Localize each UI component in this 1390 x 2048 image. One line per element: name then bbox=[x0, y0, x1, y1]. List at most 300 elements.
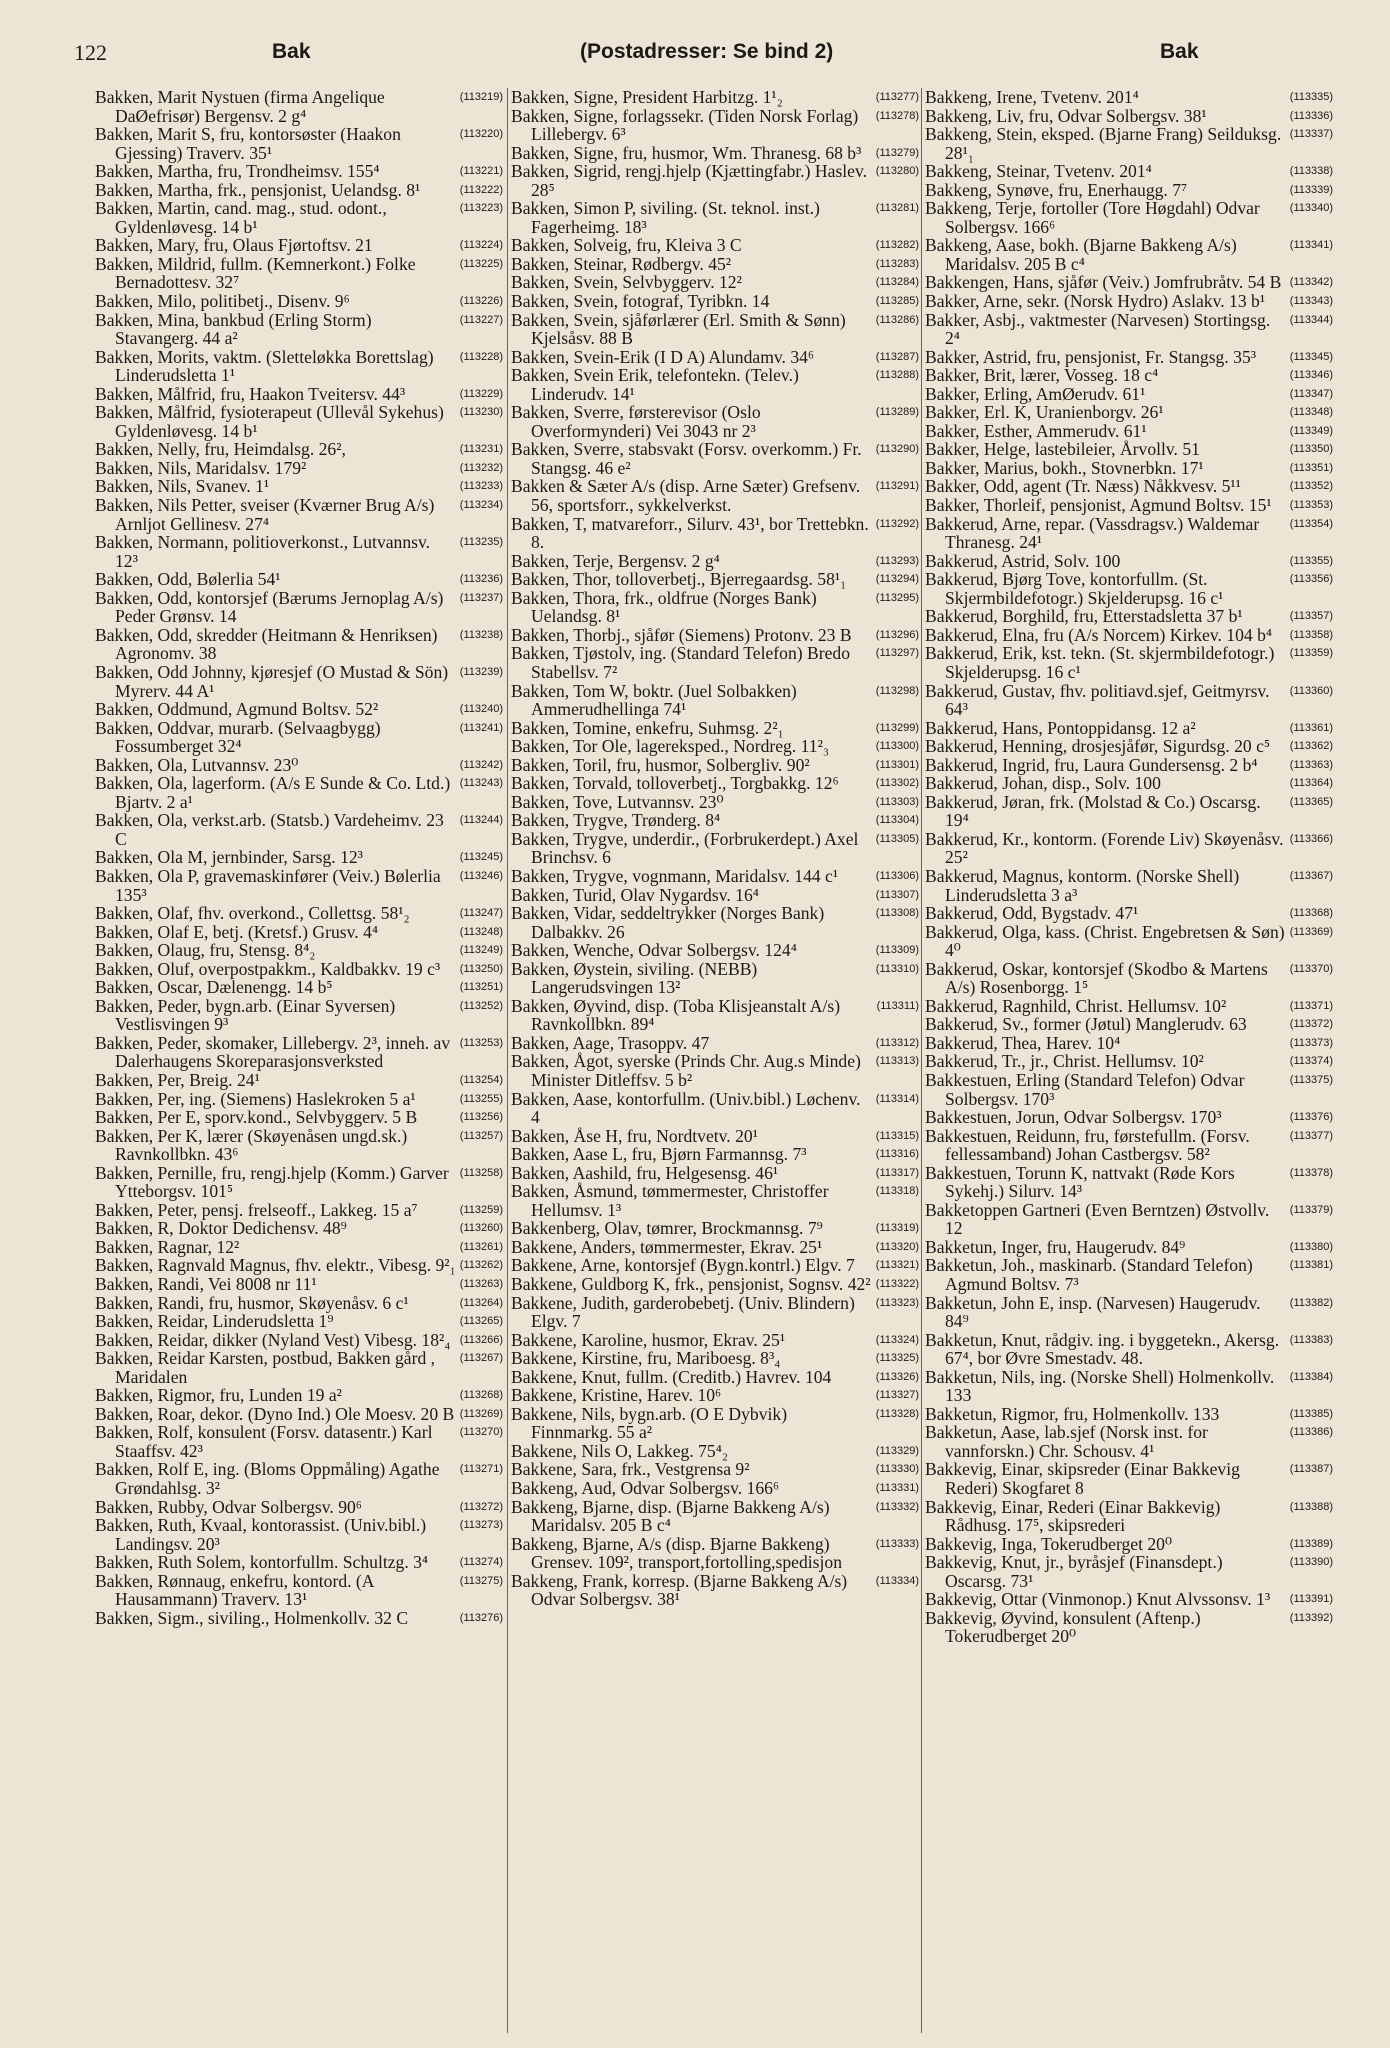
entry-code: (113241) bbox=[459, 721, 503, 734]
directory-entry bbox=[925, 1164, 1333, 1201]
directory-entry bbox=[925, 1609, 1333, 1646]
entry-code: (113324) bbox=[875, 1333, 919, 1346]
directory-entry bbox=[511, 960, 919, 997]
entry-code: (113309) bbox=[875, 944, 919, 957]
entry-text: Bakken, Signe, President Harbitzg. 1¹₂ bbox=[511, 88, 783, 107]
directory-entry bbox=[511, 1535, 919, 1572]
entry-code: (113313) bbox=[875, 1055, 919, 1068]
entry-code: (113298) bbox=[875, 684, 919, 697]
entry-text: Bakkeng, Stein, eksped. (Bjarne Frang) Seilduksg. 28¹₁ bbox=[925, 124, 1282, 163]
entry-text: Bakkeng, Frank, korresp. (Bjarne Bakkeng A/s) Odvar Solbergsv. 38¹ bbox=[511, 1570, 848, 1610]
directory-entry bbox=[925, 923, 1333, 960]
directory-entry bbox=[95, 960, 503, 979]
entry-text: Bakkerud, Bjørg Tove, kontorfullm. (St. Skjermbildefotogr.) Skjelderupsg. 16 c¹ bbox=[925, 569, 1224, 608]
entry-code: (113227) bbox=[459, 313, 503, 326]
directory-entry bbox=[511, 904, 919, 941]
directory-entry bbox=[95, 1108, 503, 1127]
directory-entry bbox=[511, 737, 919, 756]
entry-text: Bakkerud, Odd, Bygstadv. 47¹ bbox=[925, 903, 1139, 924]
entry-code: (113262) bbox=[459, 1259, 503, 1272]
entry-code: (113314) bbox=[875, 1092, 919, 1105]
entry-code: (113351) bbox=[1289, 461, 1333, 474]
entry-text: Bakken, Aashild, fru, Helgesensg. 46¹ bbox=[511, 1162, 779, 1183]
entry-text: Bakken, Thorbj., sjåfør (Siemens) Protonv. 23 B bbox=[511, 624, 852, 645]
entry-text: Bakken, Ola, verkst.arb. (Statsb.) Vardeheimv. 23 C bbox=[95, 810, 444, 849]
entry-text: Bakken, Ruth, Kvaal, kontorassist. (Univ.bibl.) Landingsv. 20³ bbox=[95, 1515, 427, 1554]
entry-code: (113265) bbox=[459, 1315, 503, 1328]
directory-entry bbox=[925, 997, 1333, 1016]
entry-text: Bakkene, Karoline, husmor, Ekrav. 25¹ bbox=[511, 1329, 786, 1350]
directory-entry bbox=[511, 1182, 919, 1219]
entry-text: Bakkerud, Sv., former (Jøtul) Manglerudv. 63 bbox=[925, 1014, 1247, 1035]
entry-text: Bakkene, Guldborg K, frk., pensjonist, Sognsv. 42² bbox=[511, 1274, 871, 1294]
column-1 bbox=[95, 88, 503, 2033]
entry-code: (113386) bbox=[1289, 1426, 1333, 1439]
entry-text: Bakken, Tor Ole, lagereksped., Nordreg. 11²₃ bbox=[511, 736, 829, 757]
entry-text: Bakken, Målfrid, fru, Haakon Tveitersv. 44³ bbox=[95, 383, 406, 404]
entry-text: Bakken, Ragnvald Magnus, fhv. elektr., Vibesg. 9²₁ bbox=[95, 1255, 456, 1276]
directory-entry bbox=[95, 162, 503, 181]
directory-entry bbox=[95, 1312, 503, 1331]
entry-text: Bakken, Svein-Erik (I D A) Alundamv. 34⁶ bbox=[511, 346, 815, 367]
entry-code: (113311) bbox=[876, 999, 919, 1012]
entry-code: (113269) bbox=[459, 1407, 503, 1420]
entry-text: Bakkerud, Ingrid, fru, Laura Gundersensg. 2 b⁴ bbox=[925, 754, 1258, 775]
directory-entry bbox=[511, 1460, 919, 1479]
entry-code: (113333) bbox=[875, 1537, 919, 1550]
directory-entry bbox=[511, 255, 919, 274]
entry-text: Bakken, Øyvind, disp. (Toba Klisjeanstalt A/s) Ravnkollbkn. 89⁴ bbox=[511, 995, 841, 1035]
directory-entry bbox=[95, 923, 503, 942]
entry-code: (113306) bbox=[875, 869, 919, 882]
entry-code: (113247) bbox=[459, 907, 503, 920]
entry-text: Bakken, T, matvareforr., Silurv. 43¹, bor Trettebkn. 8. bbox=[511, 513, 869, 553]
directory-entry bbox=[925, 366, 1333, 385]
directory-entry bbox=[511, 440, 919, 477]
directory-columns bbox=[95, 88, 1370, 2033]
directory-entry bbox=[925, 1071, 1333, 1108]
entry-text: Bakken, Nils Petter, sveiser (Kværner Brug A/s) Arnljot Gellinesv. 27⁴ bbox=[95, 495, 435, 534]
entry-text: Bakken, Rigmor, fru, Lunden 19 a² bbox=[95, 1385, 342, 1406]
directory-entry bbox=[925, 459, 1333, 478]
right-running-head: Bak bbox=[1160, 40, 1199, 63]
entry-text: Bakken, Morits, vaktm. (Sletteløkka Borettslag) Linderudsletta 1¹ bbox=[95, 346, 434, 386]
entry-code: (113378) bbox=[1289, 1166, 1333, 1179]
directory-entry bbox=[925, 1535, 1333, 1554]
entry-text: Bakken, Peter, pensj. frelseoff., Lakkeg. 15 a⁷ bbox=[95, 1199, 418, 1220]
directory-entry bbox=[925, 199, 1333, 236]
entry-code: (113356) bbox=[1289, 573, 1333, 586]
entry-code: (113253) bbox=[459, 1036, 503, 1049]
entry-text: Bakken, Mary, fru, Olaus Fjørtoftsv. 21 bbox=[95, 235, 373, 256]
entry-text: Bakkeng, Bjarne, disp. (Bjarne Bakkeng A/s) Maridalsv. 205 B c⁴ bbox=[511, 1496, 830, 1536]
directory-entry bbox=[95, 1349, 503, 1386]
entry-code: (113382) bbox=[1289, 1296, 1333, 1309]
entry-text: Bakken, Tomine, enkefru, Suhmsg. 2²₁ bbox=[511, 717, 784, 738]
entry-code: (113300) bbox=[875, 740, 919, 753]
entry-text: Bakkene, Nils, bygn.arb. (O E Dybvik) Finnmarkg. 55 a² bbox=[511, 1403, 788, 1443]
entry-text: Bakken, Ruth Solem, kontorfullm. Schultzg. 3⁴ bbox=[95, 1552, 429, 1573]
entry-text: Bakkeng, Terje, fortoller (Tore Høgdahl) Odvar Solbergsv. 166⁶ bbox=[925, 198, 1260, 237]
entry-code: (113332) bbox=[875, 1500, 919, 1513]
directory-entry bbox=[511, 941, 919, 960]
entry-code: (113358) bbox=[1289, 628, 1333, 641]
entry-text: Bakkerud, Gustav, fhv. politiavd.sjef, Geitmyrsv. 64³ bbox=[925, 680, 1270, 720]
entry-text: Bakkeng, Aase, bokh. (Bjarne Bakkeng A/s) Maridalsv. 205 B c⁴ bbox=[925, 235, 1237, 274]
entry-code: (113316) bbox=[875, 1148, 919, 1161]
directory-entry bbox=[925, 403, 1333, 422]
directory-entry bbox=[925, 607, 1333, 626]
entry-code: (113321) bbox=[875, 1259, 919, 1272]
directory-entry bbox=[511, 1368, 919, 1387]
entry-code: (113367) bbox=[1289, 869, 1333, 882]
directory-entry bbox=[925, 682, 1333, 719]
entry-text: Bakkestuen, Reidunn, fru, førstefullm. (Forsv. fellessamband) Johan Castbergsv. 58² bbox=[925, 1125, 1250, 1165]
entry-code: (113234) bbox=[459, 499, 503, 512]
directory-entry bbox=[95, 1386, 503, 1405]
entry-code: (113337) bbox=[1289, 128, 1333, 141]
entry-code: (113328) bbox=[875, 1407, 919, 1420]
directory-entry bbox=[925, 1498, 1333, 1535]
entry-text: Bakker, Erling, AmØerudv. 61¹ bbox=[925, 383, 1146, 404]
entry-text: Bakken, Nelly, fru, Heimdalsg. 26², bbox=[95, 439, 346, 460]
entry-text: Bakkerud, Tr., jr., Christ. Hellumsv. 10² bbox=[925, 1051, 1204, 1072]
entry-code: (113279) bbox=[875, 146, 919, 159]
entry-text: Bakken, Ola P, gravemaskinfører (Veiv.) Bølerlia 135³ bbox=[95, 865, 441, 905]
entry-code: (113374) bbox=[1289, 1055, 1333, 1068]
entry-code: (113310) bbox=[875, 962, 919, 975]
directory-entry bbox=[511, 682, 919, 719]
directory-entry bbox=[511, 515, 919, 552]
entry-text: Bakken, Sigm., siviling., Holmenkollv. 32 C bbox=[95, 1607, 409, 1628]
entry-text: Bakken, Randi, fru, husmor, Skøyenåsv. 6 c¹ bbox=[95, 1292, 409, 1313]
directory-entry bbox=[95, 589, 503, 626]
entry-code: (113225) bbox=[459, 257, 503, 270]
entry-code: (113278) bbox=[875, 109, 919, 122]
entry-code: (113341) bbox=[1289, 239, 1333, 252]
entry-code: (113336) bbox=[1289, 109, 1333, 122]
entry-text: Bakken, Martha, frk., pensjonist, Uelandsg. 8¹ bbox=[95, 179, 421, 200]
entry-text: Bakker, Brit, lærer, Vosseg. 18 c⁴ bbox=[925, 365, 1159, 386]
entry-text: Bakken, Odd, Bølerlia 54¹ bbox=[95, 569, 281, 590]
entry-text: Bakker, Arne, sekr. (Norsk Hydro) Aslakv. 13 b¹ bbox=[925, 291, 1266, 312]
directory-entry bbox=[95, 1201, 503, 1220]
entry-text: Bakken, Olaug, fru, Stensg. 8⁴₂ bbox=[95, 940, 316, 961]
entry-code: (113359) bbox=[1289, 647, 1333, 660]
directory-entry bbox=[511, 1275, 919, 1294]
entry-code: (113271) bbox=[459, 1463, 503, 1476]
entry-text: Bakken, Martin, cand. mag., stud. odont., Gyldenløvesg. 14 b¹ bbox=[95, 198, 387, 237]
entry-code: (113293) bbox=[875, 554, 919, 567]
directory-entry bbox=[925, 181, 1333, 200]
directory-entry bbox=[95, 459, 503, 478]
entry-code: (113352) bbox=[1289, 480, 1333, 493]
entry-code: (113323) bbox=[875, 1296, 919, 1309]
directory-entry bbox=[511, 997, 919, 1034]
directory-entry bbox=[511, 811, 919, 830]
entry-code: (113282) bbox=[875, 239, 919, 252]
entry-code: (113296) bbox=[875, 628, 919, 641]
entry-code: (113391) bbox=[1289, 1593, 1333, 1606]
entry-text: Bakken, Per, Breig. 24¹ bbox=[95, 1069, 260, 1090]
directory-entry bbox=[95, 1331, 503, 1350]
directory-entry bbox=[511, 311, 919, 348]
entry-code: (113256) bbox=[459, 1111, 503, 1124]
directory-entry bbox=[925, 1460, 1333, 1497]
entry-code: (113277) bbox=[875, 91, 919, 103]
entry-code: (113377) bbox=[1289, 1129, 1333, 1142]
directory-entry bbox=[95, 1553, 503, 1572]
entry-code: (113224) bbox=[459, 239, 503, 252]
entry-code: (113315) bbox=[875, 1129, 919, 1142]
directory-entry bbox=[95, 1219, 503, 1238]
directory-entry bbox=[511, 1479, 919, 1498]
entry-text: Bakken, Svein, Selvbyggerv. 12² bbox=[511, 272, 742, 293]
entry-text: Bakketun, Nils, ing. (Norske Shell) Holmenkollv. 133 bbox=[925, 1366, 1275, 1406]
directory-entry bbox=[95, 1238, 503, 1257]
entry-text: Bakken, Solveig, fru, Kleiva 3 C bbox=[511, 235, 742, 256]
entry-code: (113288) bbox=[875, 369, 919, 382]
entry-text: Bakken, Mildrid, fullm. (Kemnerkont.) Folke Bernadottesv. 32⁷ bbox=[95, 253, 416, 293]
entry-text: Bakken, Tove, Lutvannsv. 23⁰ bbox=[511, 791, 724, 812]
directory-entry bbox=[511, 1145, 919, 1164]
entry-code: (113249) bbox=[459, 944, 503, 957]
entry-code: (113319) bbox=[875, 1222, 919, 1235]
entry-text: Bakken, Mina, bankbud (Erling Storm) Stavangerg. 44 a² bbox=[95, 309, 372, 349]
entry-code: (113261) bbox=[459, 1240, 503, 1253]
entry-text: Bakken, Signe, fru, husmor, Wm. Thranesg. 68 b³ bbox=[511, 142, 862, 163]
entry-code: (113368) bbox=[1289, 907, 1333, 920]
entry-text: Bakken, Thor, tolloverbetj., Bjerregaardsg. 58¹₁ bbox=[511, 569, 847, 590]
entry-text: Bakker, Marius, bokh., Stovnerbkn. 17¹ bbox=[925, 457, 1204, 478]
entry-code: (113285) bbox=[875, 295, 919, 308]
page-header bbox=[60, 40, 1350, 70]
entry-text: Bakkeng, Irene, Tvetenv. 201⁴ bbox=[925, 88, 1139, 107]
entry-text: Bakken, Oluf, overpostpakkm., Kaldbakkv. 19 c³ bbox=[95, 958, 441, 979]
entry-text: Bakketun, Inger, fru, Haugerudv. 84⁹ bbox=[925, 1236, 1186, 1257]
entry-code: (113226) bbox=[459, 295, 503, 308]
directory-entry bbox=[511, 1294, 919, 1331]
directory-entry bbox=[925, 1405, 1333, 1424]
entry-code: (113290) bbox=[875, 443, 919, 456]
directory-entry bbox=[511, 793, 919, 812]
directory-entry bbox=[925, 626, 1333, 645]
directory-entry bbox=[511, 719, 919, 738]
entry-code: (113354) bbox=[1289, 517, 1333, 530]
center-running-head: (Postadresser: Se bind 2) bbox=[580, 40, 834, 63]
entry-text: Bakken, Ågot, syerske (Prinds Chr. Aug.s Minde) Minister Ditleffsv. 5 b² bbox=[511, 1051, 861, 1090]
entry-code: (113325) bbox=[875, 1352, 919, 1365]
directory-entry bbox=[95, 997, 503, 1034]
entry-text: Bakken, Olaf E, betj. (Kretsf.) Grusv. 4⁴ bbox=[95, 921, 378, 942]
entry-code: (113229) bbox=[459, 387, 503, 400]
entry-text: Bakken, Wenche, Odvar Solbergsv. 124⁴ bbox=[511, 940, 797, 961]
entry-text: Bakkerud, Ragnhild, Christ. Hellumsv. 10² bbox=[925, 995, 1227, 1016]
directory-entry bbox=[925, 385, 1333, 404]
entry-text: Bakken, Reidar, dikker (Nyland Vest) Vibesg. 18²₄ bbox=[95, 1329, 451, 1350]
entry-text: Bakketun, Knut, rådgiv. ing. i byggetekn., Akersg. 67⁴, bor Øvre Smestadv. 48. bbox=[925, 1329, 1280, 1369]
entry-code: (113284) bbox=[875, 276, 919, 289]
entry-text: Bakken, Trygve, vognmann, Maridalsv. 144 c¹ bbox=[511, 865, 839, 886]
entry-text: Bakken, Aase, kontorfullm. (Univ.bibl.) Løchenv. 4 bbox=[511, 1088, 861, 1128]
directory-entry bbox=[95, 700, 503, 719]
directory-entry bbox=[925, 1015, 1333, 1034]
entry-text: Bakkengen, Hans, sjåfør (Veiv.) Jomfrubråtv. 54 B bbox=[925, 272, 1282, 293]
entry-text: Bakkevig, Inga, Tokerudberget 20⁰ bbox=[925, 1533, 1173, 1554]
directory-entry bbox=[925, 1127, 1333, 1164]
directory-entry bbox=[95, 199, 503, 236]
left-running-head: Bak bbox=[272, 40, 311, 63]
entry-text: Bakken, Ola M, jernbinder, Sarsg. 12³ bbox=[95, 847, 363, 868]
entry-code: (113370) bbox=[1289, 962, 1333, 975]
entry-text: Bakken, Milo, politibetj., Disenv. 9⁶ bbox=[95, 291, 350, 312]
entry-text: Bakken, Nils, Maridalsv. 179² bbox=[95, 457, 307, 478]
directory-entry bbox=[95, 1071, 503, 1090]
directory-entry bbox=[511, 403, 919, 440]
entry-text: Bakken, Trygve, Trønderg. 8⁴ bbox=[511, 810, 721, 831]
directory-entry bbox=[925, 867, 1333, 904]
directory-entry bbox=[925, 292, 1333, 311]
entry-code: (113228) bbox=[459, 350, 503, 363]
directory-entry bbox=[925, 162, 1333, 181]
directory-entry bbox=[925, 570, 1333, 607]
entry-code: (113342) bbox=[1289, 276, 1333, 289]
entry-code: (113276) bbox=[459, 1611, 503, 1624]
directory-entry bbox=[511, 756, 919, 775]
entry-text: Bakken, Odd, skredder (Heitmann & Henriksen) Agronomv. 38 bbox=[95, 624, 438, 664]
entry-text: Bakken, Tom W, boktr. (Juel Solbakken) Ammerudhellinga 74¹ bbox=[511, 680, 797, 720]
entry-text: Bakken, Toril, fru, husmor, Solbergliv. 90² bbox=[511, 754, 810, 775]
directory-entry bbox=[95, 904, 503, 923]
directory-entry bbox=[511, 366, 919, 403]
entry-code: (113242) bbox=[459, 758, 503, 771]
entry-code: (113387) bbox=[1289, 1463, 1333, 1476]
directory-entry bbox=[95, 533, 503, 570]
entry-code: (113274) bbox=[459, 1556, 503, 1569]
entry-code: (113286) bbox=[875, 313, 919, 326]
directory-entry bbox=[95, 1516, 503, 1553]
directory-entry bbox=[925, 737, 1333, 756]
entry-text: Bakken, Rolf, konsulent (Forsv. datasentr.) Karl Staaffsv. 42³ bbox=[95, 1422, 433, 1461]
directory-entry bbox=[95, 1034, 503, 1071]
directory-entry bbox=[511, 774, 919, 793]
directory-entry bbox=[925, 1553, 1333, 1590]
entry-text: Bakkerud, Henning, drosjesjåfør, Sigurdsg. 20 c⁵ bbox=[925, 736, 1271, 757]
entry-code: (113233) bbox=[459, 480, 503, 493]
directory-entry bbox=[511, 626, 919, 645]
directory-entry bbox=[95, 1275, 503, 1294]
entry-text: Bakkevig, Einar, Rederi (Einar Bakkevig) Rådhusg. 17⁵, skipsrederi bbox=[925, 1496, 1221, 1536]
directory-entry bbox=[95, 811, 503, 848]
directory-entry bbox=[511, 1090, 919, 1127]
entry-code: (113362) bbox=[1289, 740, 1333, 753]
entry-text: Bakkene, Knut, fullm. (Creditb.) Havrev. 104 bbox=[511, 1366, 832, 1387]
directory-entry bbox=[95, 1498, 503, 1517]
entry-text: Bakkeng, Synøve, fru, Enerhaugg. 7⁷ bbox=[925, 179, 1188, 200]
entry-code: (113299) bbox=[875, 721, 919, 734]
entry-text: Bakken, Ola, Lutvannsv. 23⁰ bbox=[95, 754, 299, 775]
directory-entry bbox=[511, 644, 919, 681]
entry-text: Bakkerud, Hans, Pontoppidansg. 12 a² bbox=[925, 717, 1196, 738]
directory-entry bbox=[925, 311, 1333, 348]
directory-entry bbox=[95, 236, 503, 255]
entry-text: Bakker, Helge, lastebileier, Årvollv. 51 bbox=[925, 439, 1200, 460]
directory-entry bbox=[95, 663, 503, 700]
entry-text: Bakken, Per E, sporv.kond., Selvbyggerv. 5 B bbox=[95, 1107, 418, 1128]
directory-entry bbox=[95, 1423, 503, 1460]
directory-entry bbox=[95, 88, 503, 125]
entry-text: Bakkeng, Liv, fru, Odvar Solbergsv. 38¹ bbox=[925, 105, 1207, 126]
entry-code: (113307) bbox=[875, 888, 919, 901]
entry-code: (113303) bbox=[875, 795, 919, 808]
entry-text: Bakken, Tjøstolv, ing. (Standard Telefon) Bredo Stabellsv. 7² bbox=[511, 643, 851, 682]
directory-entry bbox=[511, 1442, 919, 1461]
directory-entry bbox=[511, 1498, 919, 1535]
entry-text: Bakkene, Arne, kontorsjef (Bygn.kontrl.) Elgv. 7 bbox=[511, 1255, 855, 1276]
entry-text: Bakkestuen, Torunn K, nattvakt (Røde Kors Sykehj.) Silurv. 14³ bbox=[925, 1162, 1235, 1202]
entry-text: Bakken, Peder, bygn.arb. (Einar Syversen) Vestlisvingen 9³ bbox=[95, 995, 396, 1035]
directory-entry bbox=[925, 1201, 1333, 1238]
directory-entry bbox=[511, 1349, 919, 1368]
entry-text: Bakken, Reidar, Linderudsletta 1⁹ bbox=[95, 1311, 334, 1332]
entry-code: (113364) bbox=[1289, 777, 1333, 790]
directory-entry bbox=[95, 978, 503, 997]
entry-text: Bakkerud, Thea, Harev. 10⁴ bbox=[925, 1032, 1121, 1053]
entry-text: Bakkevig, Ottar (Vinmonop.) Knut Alvssonsv. 1³ bbox=[925, 1589, 1271, 1610]
entry-code: (113389) bbox=[1289, 1537, 1333, 1550]
entry-text: Bakker, Asbj., vaktmester (Narvesen) Stortingsg. 2⁴ bbox=[925, 309, 1271, 349]
entry-code: (113305) bbox=[875, 832, 919, 845]
directory-entry bbox=[511, 199, 919, 236]
entry-code: (113232) bbox=[459, 461, 503, 474]
entry-code: (113388) bbox=[1289, 1500, 1333, 1513]
directory-entry bbox=[511, 348, 919, 367]
entry-code: (113344) bbox=[1289, 313, 1333, 326]
entry-text: Bakken, Odd Johnny, kjøresjef (O Mustad & Sön) Myrerv. 44 A¹ bbox=[95, 661, 449, 701]
entry-code: (113361) bbox=[1289, 721, 1333, 734]
entry-text: Bakkerud, Astrid, Solv. 100 bbox=[925, 550, 1121, 571]
entry-text: Bakken, Sverre, stabsvakt (Forsv. overkomm.) Fr. Stangsg. 46 e² bbox=[511, 439, 862, 478]
entry-text: Bakkerud, Magnus, kontorm. (Norske Shell) Linderudsletta 3 a³ bbox=[925, 865, 1240, 905]
entry-text: Bakken, Sverre, førsterevisor (Oslo Overformynderi) Vei 3043 nr 2³ bbox=[511, 402, 761, 441]
entry-code: (113385) bbox=[1289, 1407, 1333, 1420]
directory-entry bbox=[95, 477, 503, 496]
entry-code: (113340) bbox=[1289, 202, 1333, 215]
directory-entry bbox=[925, 1256, 1333, 1293]
entry-text: Bakken, Rubby, Odvar Solbergsv. 90⁶ bbox=[95, 1496, 362, 1517]
entry-text: Bakken, Odd, kontorsjef (Bærums Jernoplag A/s) Peder Grønsv. 14 bbox=[95, 587, 444, 627]
directory-entry bbox=[925, 904, 1333, 923]
entry-code: (113345) bbox=[1289, 350, 1333, 363]
entry-text: Bakkerud, Johan, disp., Solv. 100 bbox=[925, 773, 1161, 794]
entry-code: (113392) bbox=[1289, 1611, 1333, 1624]
directory-entry bbox=[95, 848, 503, 867]
directory-entry bbox=[511, 589, 919, 626]
entry-text: Bakken, Svein, sjåførlærer (Erl. Smith & Sønn) Kjelsåsv. 88 B bbox=[511, 309, 846, 349]
entry-code: (113255) bbox=[459, 1092, 503, 1105]
entry-code: (113380) bbox=[1289, 1240, 1333, 1253]
entry-code: (113297) bbox=[875, 647, 919, 660]
directory-entry bbox=[511, 88, 919, 107]
entry-text: Bakker, Astrid, fru, pensjonist, Fr. Stangsg. 35³ bbox=[925, 346, 1257, 367]
entry-code: (113270) bbox=[459, 1426, 503, 1439]
directory-entry bbox=[511, 1127, 919, 1146]
directory-entry bbox=[95, 774, 503, 811]
entry-text: Bakkene, Kristine, Harev. 10⁶ bbox=[511, 1385, 722, 1406]
entry-text: Bakken, Peder, skomaker, Lillebergv. 2³, inneh. av Dalerhaugens Skoreparasjonsverksted bbox=[95, 1032, 451, 1072]
entry-code: (113231) bbox=[459, 443, 503, 456]
directory-entry bbox=[925, 88, 1333, 107]
